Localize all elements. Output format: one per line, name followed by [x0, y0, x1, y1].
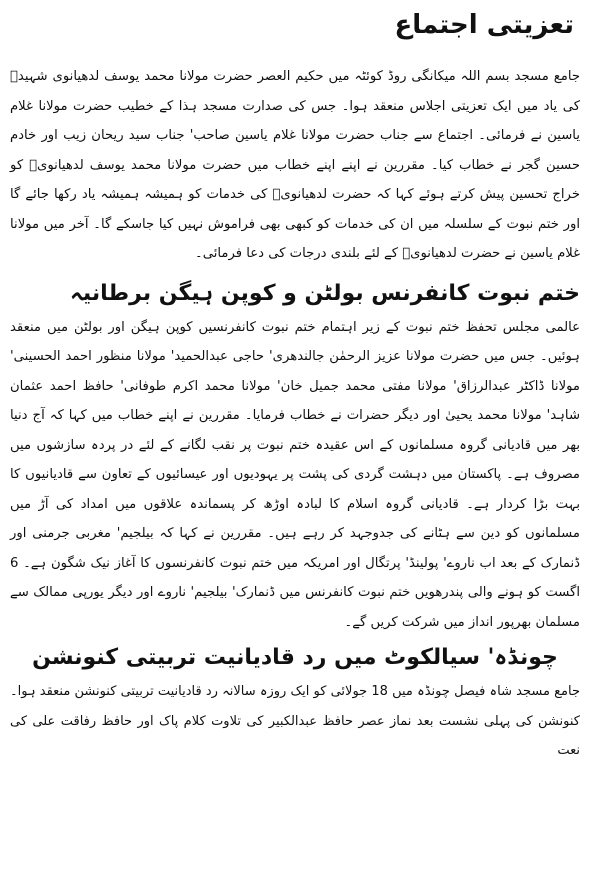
chawinda-convention-headline: چونڈہ' سیالکوٹ میں رد قادیانیت تربیتی کنونشن — [32, 645, 558, 670]
chawinda-convention-body: جامع مسجد شاہ فیصل چونڈہ میں 18 جولائی کو ایک روزہ سالانہ رد قادیانیت تربیتی کنونشن منعقد ہوا۔ کنونشن کی پہلی نشست بعد نماز عصر حافظ عبدالکبیر کی تلاوت کلام پاک اور حافظ رفاقت علی کی نعت — [10, 684, 580, 758]
condolence-gathering-section — [10, 8, 580, 269]
chawinda-convention-section — [10, 643, 580, 766]
khatm-e-nubuwwat-conference-headline: ختم نبوت کانفرنس بولٹن و کوپن ہیگن برطانیہ — [70, 280, 580, 306]
khatm-e-nubuwwat-conference-section — [10, 279, 580, 638]
condolence-gathering-body: جامع مسجد بسم اللہ میکانگی روڈ کوئٹہ میں حکیم العصر حضرت مولانا محمد یوسف لدھیانوی شہیدؒ کی یاد میں ایک تعزیتی اجلاس منعقد ہوا۔ جس کی صدارت مسجد ہذا کے خطیب حضرت مولانا غلام یاسین نے فرمائی۔ اجتماع سے جناب حضرت مولانا غلام یاسین صاحب' جناب سید ریحان زیب اور خادم حسین گجر نے خطاب کیا۔ مقررین نے اپنے اپنے خطاب میں حضرت مولانا محمد یوسف لدھیانویؒ کو خراج تحسین پیش کرتے ہوئے کہا کہ حضرت لدھیانویؒ کی خدمات کو ہمیشہ ہمیشہ یاد رکھا جائے گا اور ختم نبوت کے سلسلہ میں ان کی خدمات کو کبھی بھی فراموش نہیں کیا جاسکے گا۔ آخر میں مولانا غلام یاسین نے حضرت لدھیانویؒ کے لئے بلندی درجات کی دعا فرمائی۔ — [10, 69, 580, 261]
condolence-gathering-headline: تعزیتی اجتماع — [394, 10, 574, 40]
khatm-e-nubuwwat-conference-body: عالمی مجلس تحفظ ختم نبوت کے زیر اہتمام ختم نبوت کانفرنسیں کوپن ہیگن اور بولٹن میں منعقد ہوئیں۔ جس میں حضرت مولانا عزیز الرحمٰن جالندھری' حاجی عبدالحمید' مولانا منظور احمد الحسینی' مولانا ڈاکٹر عبدالرزاق' مولانا مفتی محمد جمیل خان' مولانا محمد اکرم طوفانی' حافظ احمد عثمان شاہد' مولانا محمد یحییٰ اور دیگر حضرات نے خطاب فرمایا۔ مقررین نے اپنے خطاب میں کہا کہ آج دنیا بھر میں قادیانی گروہ مسلمانوں کے اس عقیدہ ختم نبوت پر نقب لگانے کے لئے در پردہ سازشوں میں مصروف ہے۔ پاکستان میں دہشت گردی کی پشت پر یہودیوں اور عیسائیوں کے تعاون سے قادیانیوں کا بہت بڑا کردار ہے۔ قادیانی گروہ اسلام کا لبادہ اوڑھ کر پسماندہ علاقوں میں امداد کی آڑ میں مسلمانوں کو دین سے ہٹانے کی جدوجہد کر رہے ہیں۔ مقررین نے کہا کہ بیلجیم' مغربی جرمنی اور ڈنمارک کے بعد اب ناروے' پولینڈ' پرتگال اور امریکہ میں ختم نبوت کانفرنسوں کا آغاز نیک شگون ہے۔ 6 اگست کو ہونے والی پندرھویں ختم نبوت کانفرنس میں ڈنمارک' بیلجیم' ناروے اور دیگر یورپی ممالک سے مسلمان بھرپور انداز میں شرکت کریں گے۔ — [10, 319, 580, 630]
